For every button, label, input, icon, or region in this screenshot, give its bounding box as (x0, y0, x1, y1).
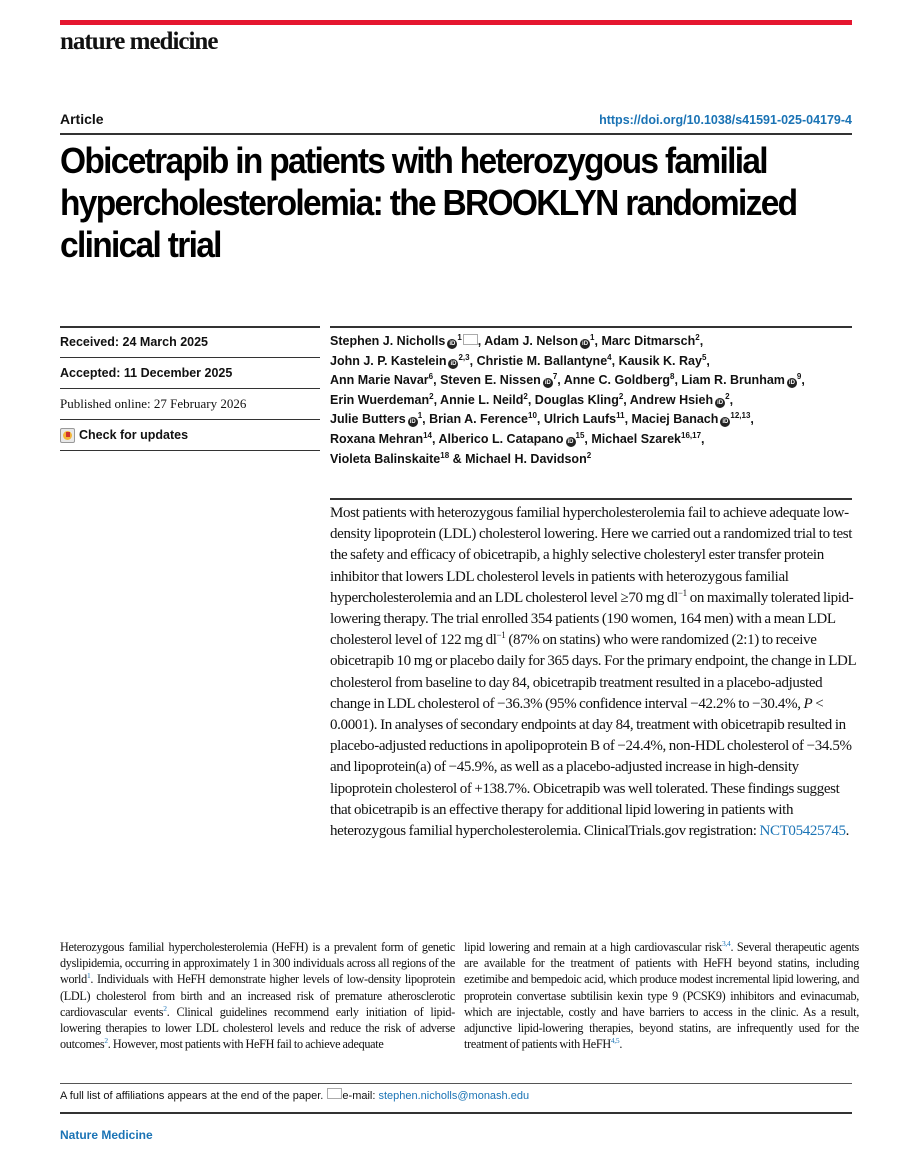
published-date: Published online: 27 February 2026 (60, 389, 320, 420)
orcid-icon[interactable]: iD (567, 438, 574, 445)
author-list (330, 332, 855, 469)
abstract-text-4: < 0.0001). In analyses of secondary endpoints at day 84, treatment with obicetrapib resulted in placebo-adjusted reductions in apolipoprotein B of −24.4%, non-HDL cholesterol of −34.5% and lipoprotein(a) of −45.9%, as well as a placebo-adjusted increase in high-density lipoprotein cholesterol of +138.7%. Obicetrapib was well tolerated. These findings suggest that obicetrapib is an effective therapy for additional lipid lowering in patients with heterozygous familial hypercholesterolemia. ClinicalTrials.gov registration: (330, 695, 852, 840)
orcid-icon[interactable]: iD (582, 341, 589, 347)
author-separator: , (422, 412, 430, 427)
abstract-text-2: on maximally tolerated lipid-lowering therapy. The trial enrolled 354 patients (190 women, 164 men) with a mean LDL cholesterol level of 122 mg dl (330, 589, 854, 649)
author-name[interactable]: Anne C. Goldberg (563, 373, 670, 388)
author-name[interactable]: Michael H. Davidson (465, 451, 587, 466)
author-separator: & (449, 451, 466, 466)
author-separator: , (469, 353, 477, 368)
affiliation-number: 9 (796, 372, 802, 382)
unit-superscript: −1 (496, 630, 506, 641)
affiliation-number: 4 (607, 352, 612, 362)
orcid-icon[interactable]: iD (409, 419, 416, 426)
orcid-icon[interactable]: iD (788, 380, 795, 387)
author-name[interactable]: Annie L. Neild (440, 392, 524, 407)
author-separator: , (527, 392, 535, 407)
unit-superscript: −1 (677, 587, 687, 598)
affiliation-number: 2 (618, 391, 624, 401)
author-separator: , (699, 334, 704, 348)
accepted-date: Accepted: 11 December 2025 (60, 358, 320, 389)
author-separator: , (611, 353, 619, 368)
author-separator: , (557, 373, 564, 388)
orcid-icon[interactable]: iD (717, 399, 724, 406)
mail-icon (327, 1088, 342, 1099)
received-date: Received: 24 March 2025 (60, 327, 320, 358)
orcid-icon[interactable]: iD (450, 360, 457, 367)
affiliation-number: 11 (616, 411, 625, 421)
abstract (330, 503, 858, 842)
affiliation-number: 2 (725, 391, 730, 401)
check-for-updates-label: Check for updates (79, 428, 189, 442)
affiliation-number: 1 (590, 332, 595, 342)
author-separator: , (477, 334, 485, 348)
email-label: e-mail: (342, 1090, 379, 1102)
author-separator: , (623, 392, 630, 407)
author-separator: , (536, 412, 544, 427)
author-separator: , (433, 392, 441, 407)
body-column-right (464, 939, 859, 1052)
author-name[interactable]: Ulrich Laufs (543, 412, 617, 427)
body-text: . However, most patients with HeFH fail to achieve adequate (107, 1037, 384, 1052)
orcid-icon[interactable]: iD (544, 380, 551, 387)
body-text: . (619, 1037, 623, 1052)
affiliation-number: 2 (586, 450, 592, 460)
reference-link[interactable]: 4,5 (610, 1036, 620, 1046)
affiliation-number: 8 (670, 372, 675, 382)
author-name[interactable]: Michael Szarek (591, 431, 682, 446)
authors-top-divider (330, 326, 852, 328)
affiliation-number: 2 (429, 391, 434, 401)
reference-link[interactable]: 3,4 (721, 938, 731, 948)
abstract-end: . (845, 823, 850, 840)
author-separator: , (432, 431, 439, 446)
body-text: . Clinical guidelines recommend early initiation of lipid-lowering therapies to lower LDL cholesterol levels and reduce the risk of adverse outcomes (60, 1004, 455, 1052)
author-name[interactable]: Stephen J. Nicholls (330, 334, 446, 348)
trial-registration-link[interactable]: NCT05425745 (759, 823, 846, 840)
author-name[interactable]: John J. P. Kastelein (330, 353, 447, 368)
check-updates-icon (60, 428, 75, 443)
author-name[interactable]: Adam J. Nelson (484, 334, 579, 348)
author-name[interactable]: Violeta Balinskaite (330, 451, 441, 466)
affiliation-number: 14 (423, 430, 432, 440)
body-text: Heterozygous familial hypercholesterolemia (HeFH) is a prevalent form of genetic dyslipidemia, occurring in approximately 1 in 300 individuals across all regions of the world (60, 940, 455, 987)
affiliation-number: 2,3 (458, 352, 470, 362)
author-name[interactable]: Kausik K. Ray (618, 353, 702, 368)
author-separator: , (750, 412, 754, 427)
article-type-label: Article (60, 111, 104, 127)
author-name[interactable]: Christie M. Ballantyne (476, 353, 608, 368)
footer-divider (60, 1112, 852, 1114)
affiliation-number: 7 (552, 372, 558, 382)
author-name[interactable]: Liam R. Brunham (681, 373, 785, 388)
author-separator: , (674, 373, 682, 388)
affiliation-number: 18 (440, 450, 450, 460)
affiliation-number: 15 (575, 430, 585, 440)
reference-link[interactable]: 2 (163, 1003, 167, 1013)
article-dates (60, 327, 320, 451)
journal-logo: nature medicine (60, 28, 218, 55)
affiliation-number: 5 (701, 352, 707, 362)
check-for-updates-button[interactable] (60, 420, 320, 450)
author-separator: , (624, 412, 632, 427)
affiliations-note: A full list of affiliations appears at the end of the paper. (60, 1090, 327, 1102)
author-separator: , (706, 353, 710, 368)
body-text: lipid lowering and remain at a high cardiovascular risk (464, 940, 722, 954)
abstract-divider (330, 498, 852, 500)
author-name[interactable]: Ann Marie Navar (330, 373, 429, 388)
footnote-divider (60, 1083, 852, 1084)
author-name[interactable]: Alberico L. Catapano (438, 431, 564, 446)
affiliation-number: 6 (428, 372, 434, 382)
author-separator: , (701, 431, 705, 446)
author-separator: , (584, 431, 592, 446)
header-divider (60, 133, 852, 135)
doi-link[interactable]: https://doi.org/10.1038/s41591-025-04179-4 (599, 113, 852, 127)
reference-link[interactable]: 1 (86, 971, 91, 981)
affiliation-number: 1 (417, 411, 423, 421)
p-value-symbol: P (803, 695, 813, 712)
abstract-text-3: (87% on statins) who were randomized (2:1) to receive obicetrapib 10 mg or placebo daily for 365 days. For the primary endpoint, the change in LDL cholesterol from baseline to day 84, obicetrapib treatment resulted in a placebo-adjusted change in LDL cholesterol of −36.3% (95% confidence interval −42.2% to −30.4%, (330, 632, 856, 712)
orcid-icon[interactable]: iD (722, 419, 729, 426)
author-name[interactable]: Erin Wuerdeman (330, 392, 430, 407)
author-separator: , (433, 373, 441, 388)
footer-journal-name: Nature Medicine (60, 1128, 153, 1142)
author-separator: , (729, 392, 734, 407)
body-text: . Individuals with HeFH demonstrate higher levels of low-density lipoprotein (LDL) cholesterol from birth and an increased risk of premature atherosclerotic cardiovascular events (60, 972, 455, 1019)
affiliation-number: 10 (528, 411, 537, 421)
author-name[interactable]: Brian A. Ference (429, 412, 529, 427)
body-column-left (60, 939, 455, 1052)
author-name[interactable]: Maciej Banach (631, 412, 719, 427)
journal-accent-bar (60, 20, 852, 25)
author-name[interactable]: Marc Ditmarsch (601, 334, 696, 348)
author-name[interactable]: Roxana Mehran (330, 431, 424, 446)
affiliation-number: 12,13 (730, 411, 751, 421)
author-separator: , (594, 334, 602, 348)
author-name[interactable]: Andrew Hsieh (629, 392, 714, 407)
author-name[interactable]: Steven E. Nissen (440, 373, 541, 388)
affiliation-number: 2 (523, 391, 528, 401)
reference-link[interactable]: 2 (104, 1036, 108, 1046)
article-title: Obicetrapib in patients with heterozygous familial hypercholesterolemia: the BROOKLYN randomized clinical trial (60, 140, 797, 265)
affiliation-number: 1 (457, 332, 462, 342)
orcid-icon[interactable]: iD (449, 341, 456, 347)
affiliations-footnote (60, 1088, 529, 1102)
affiliation-number: 16,17 (681, 430, 702, 440)
author-separator: , (801, 373, 805, 388)
body-text: . Several therapeutic agents are available for the treatment of patients with HeFH beyond statins, including ezetimibe and bempedoic acid, which produce modest incremental lipid lowering, and proprotein convertase subtilisin kexin type 9 (PCSK9) inhibitors and evinacumab, which are injectable, costly and have barriers to access in the clinic. As a result, adjunctive lipid-lowering therapies, beyond statins, are infrequently used for the treatment of patients with HeFH (464, 940, 859, 1052)
affiliation-number: 2 (695, 332, 700, 342)
corresponding-email-link[interactable]: stephen.nicholls@monash.edu (378, 1090, 530, 1102)
abstract-text-1: Most patients with heterozygous familial hypercholesterolemia fail to achieve adequate low-density lipoprotein (LDL) cholesterol lowering. Here we carried out a randomized trial to test the safety and efficacy of obicetrapib, a highly selective cholesteryl ester transfer protein inhibitor that lowers LDL cholesterol levels in patients with heterozygous familial hypercholesterolemia and an LDL cholesterol level ≥70 mg dl (330, 505, 853, 606)
author-name[interactable]: Julie Butters (330, 412, 406, 427)
mail-icon[interactable] (463, 334, 478, 345)
author-name[interactable]: Douglas Kling (534, 392, 619, 407)
check-for-updates-row (60, 420, 320, 451)
